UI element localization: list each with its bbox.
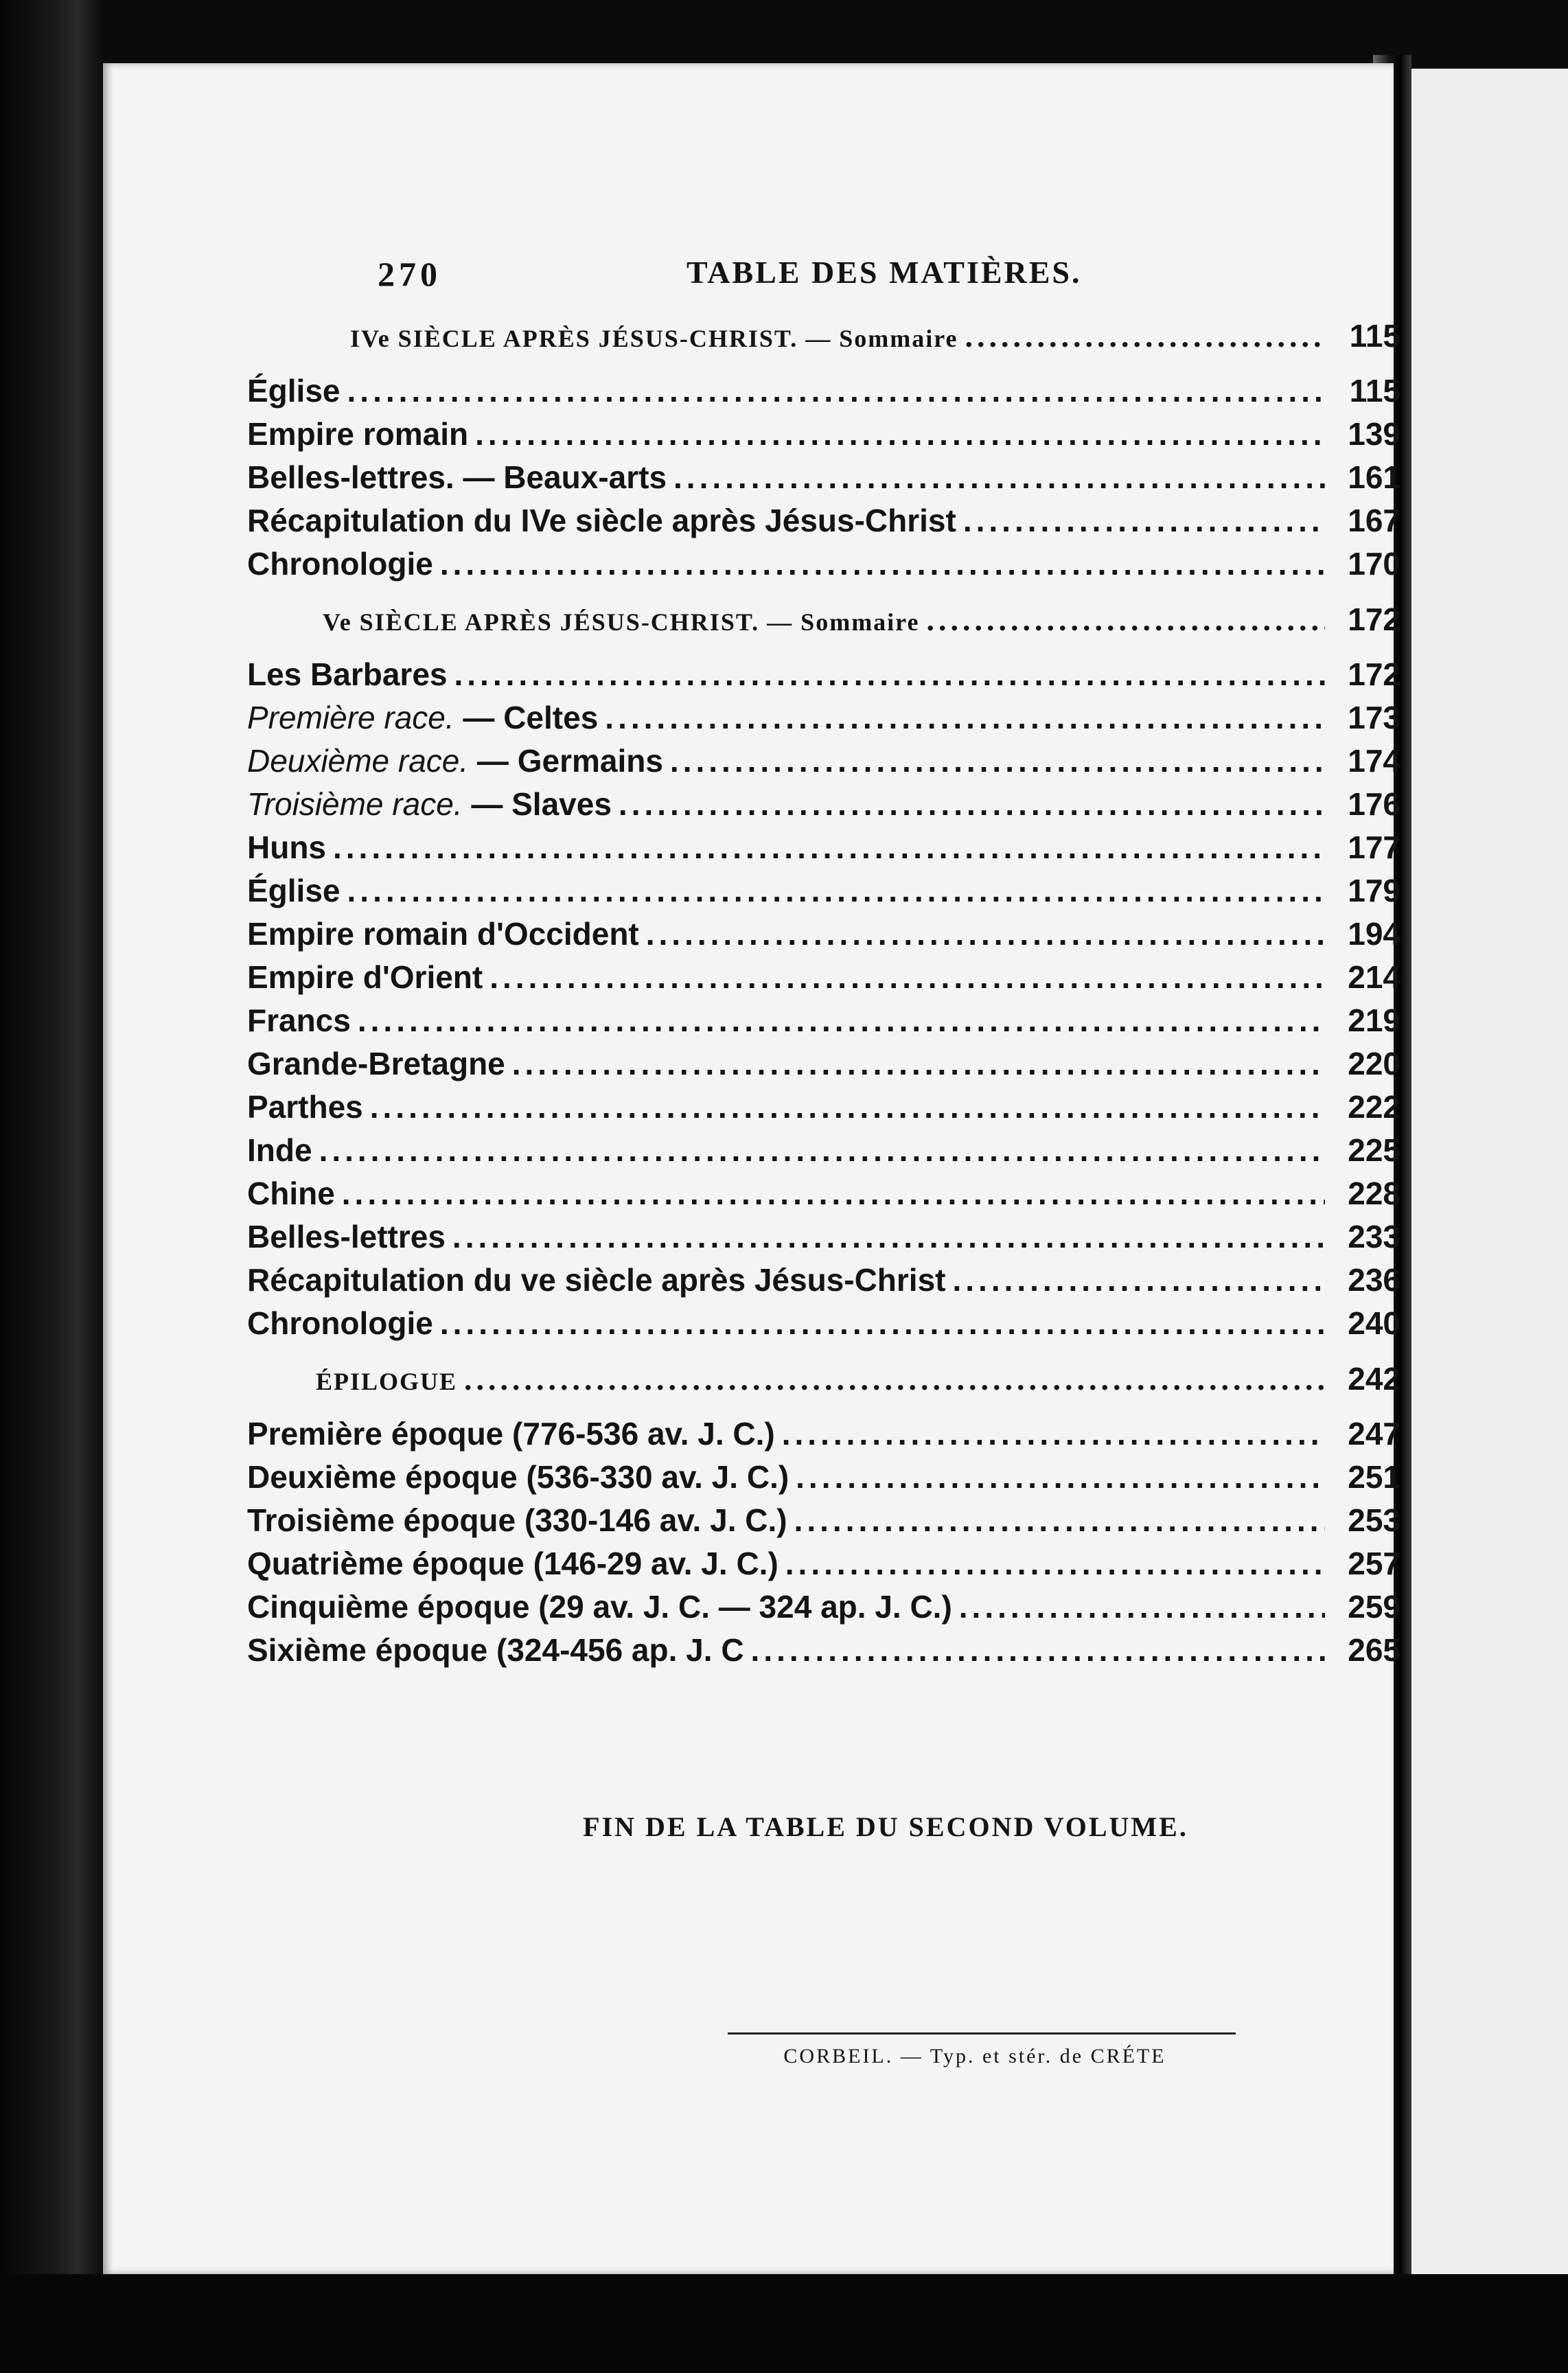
scan-background-bottom: [0, 2274, 1568, 2373]
toc-entry-label: [247, 742, 663, 779]
toc-entry-label: [247, 786, 612, 823]
toc-entry: [247, 1002, 1400, 1045]
dot-leader: [965, 318, 1326, 354]
toc-entry-label: Église: [247, 373, 341, 409]
dot-leader: [475, 415, 1325, 452]
toc-entry-label: Deuxième époque (536-330 av. J. C.): [247, 1459, 789, 1495]
dot-leader: [358, 1002, 1325, 1039]
toc-page-ref: 170: [1348, 546, 1400, 582]
toc-page-ref: 177: [1348, 829, 1400, 865]
toc-entry: [247, 1415, 1400, 1458]
dot-leader: [785, 1545, 1325, 1582]
toc-entry-label: Récapitulation du ve siècle après Jésus-Christ: [247, 1262, 946, 1298]
toc-entry: [247, 502, 1400, 545]
toc-entry-italic: Troisième race.: [247, 786, 463, 822]
dot-leader: [605, 699, 1325, 736]
toc-page-ref: 222: [1348, 1089, 1400, 1125]
table-of-contents: [247, 317, 1400, 1675]
toc-entry-label: Francs: [247, 1002, 351, 1038]
toc-entry: [247, 1458, 1400, 1502]
toc-entry-label: Inde: [247, 1132, 312, 1168]
dot-leader: [342, 1175, 1325, 1212]
toc-entry: [247, 1502, 1400, 1545]
running-head: [247, 254, 1400, 295]
end-note: FIN DE LA TABLE DU SECOND VOLUME.: [583, 1811, 1188, 1842]
scan-background-left: [0, 0, 103, 2373]
toc-page-ref: 236: [1348, 1262, 1400, 1298]
toc-page-ref: 247: [1348, 1416, 1400, 1452]
dot-leader: [319, 1132, 1325, 1169]
toc-page-ref: 194: [1348, 916, 1400, 952]
toc-page-ref: 228: [1348, 1176, 1400, 1211]
toc-section-heading: [247, 317, 1400, 372]
toc-entry: [247, 1088, 1400, 1132]
toc-page-ref: 220: [1348, 1046, 1400, 1081]
printer-imprint: CORBEIL. — Typ. et stér. de CRÉTE: [783, 2045, 1166, 2067]
toc-entry-label: Empire romain d'Occident: [247, 916, 639, 952]
toc-page-ref: 167: [1348, 503, 1400, 538]
toc-entry-label-rest: — Celtes: [454, 700, 599, 735]
toc-entry: [247, 742, 1400, 786]
dot-leader: [646, 915, 1325, 952]
toc-entry-label-rest: — Slaves: [462, 786, 612, 822]
dot-leader: [670, 742, 1325, 779]
toc-entry-italic: Première race.: [247, 700, 454, 735]
dot-leader: [440, 1305, 1325, 1342]
toc-entry: [247, 545, 1400, 588]
dot-leader: [963, 502, 1325, 539]
toc-entry-label: Empire romain: [247, 416, 469, 452]
toc-entry: [247, 699, 1400, 742]
toc-entry-label: Les Barbares: [247, 656, 448, 692]
toc-entry-label: Parthes: [247, 1089, 363, 1125]
toc-entry-label: [247, 699, 598, 736]
toc-heading-label: Ve SIÈCLE APRÈS JÉSUS-CHRIST. — Sommaire: [323, 608, 920, 636]
dot-leader: [347, 872, 1325, 909]
toc-entry-label: Belles-lettres. — Beaux-arts: [247, 459, 667, 495]
toc-page-ref: 225: [1348, 1132, 1400, 1168]
toc-entry: [247, 459, 1400, 502]
toc-page-ref: 139: [1348, 416, 1400, 452]
toc-page-ref: 253: [1348, 1502, 1400, 1538]
toc-entry-label: Cinquième époque (29 av. J. C. — 324 ap. J. C.): [247, 1589, 952, 1625]
toc-entry-label: Quatrième époque (146-29 av. J. C.): [247, 1546, 779, 1581]
toc-page-ref: 161: [1348, 459, 1400, 495]
toc-entry: [247, 372, 1400, 415]
dot-leader: [619, 786, 1325, 823]
toc-entry: [247, 1588, 1400, 1631]
document-page: [103, 63, 1400, 2274]
dot-leader: [673, 459, 1325, 496]
toc-entry: [247, 1045, 1400, 1088]
toc-entry-label: Chine: [247, 1176, 335, 1211]
dot-leader: [333, 829, 1325, 866]
toc-entry-label-rest: — Germains: [468, 743, 663, 779]
toc-entry-label: Chronologie: [247, 546, 433, 582]
toc-entry-label: Sixième époque (324-456 ap. J. C: [247, 1632, 744, 1668]
toc-entry-italic: Deuxième race.: [247, 743, 469, 779]
toc-page-ref: 242: [1348, 1361, 1400, 1397]
page-number: 270: [378, 255, 441, 293]
toc-entry-label: Église: [247, 873, 341, 908]
toc-page-ref: 174: [1348, 743, 1400, 779]
toc-page-ref: 259: [1348, 1589, 1400, 1625]
dot-leader: [370, 1088, 1325, 1125]
toc-entry: [247, 1631, 1400, 1675]
toc-entry: [247, 959, 1400, 1002]
toc-entry: [247, 829, 1400, 872]
toc-entry: [247, 1175, 1400, 1218]
dot-leader: [464, 1361, 1325, 1397]
page-title: TABLE DES MATIÈRES.: [687, 255, 1082, 290]
toc-entry: [247, 1261, 1400, 1305]
dot-leader: [452, 1218, 1325, 1255]
toc-entry-label: Belles-lettres: [247, 1219, 446, 1254]
toc-page-ref: 115: [1349, 373, 1400, 409]
toc-page-ref: 172: [1348, 601, 1400, 637]
toc-entry-label: Huns: [247, 829, 326, 865]
toc-page-ref: 173: [1348, 700, 1400, 735]
toc-entry-label: Chronologie: [247, 1305, 433, 1341]
toc-section-heading: [247, 1360, 1400, 1415]
toc-entry-label: Récapitulation du IVe siècle après Jésus-Christ: [247, 503, 956, 538]
toc-page-ref: 240: [1348, 1305, 1400, 1341]
toc-page-ref: 176: [1348, 786, 1400, 822]
toc-heading-label: ÉPILOGUE: [316, 1368, 458, 1395]
toc-entry-label: Première époque (776-536 av. J. C.): [247, 1416, 775, 1452]
toc-entry: [247, 1305, 1400, 1348]
toc-entry: [247, 1132, 1400, 1175]
toc-entry: [247, 1545, 1400, 1588]
toc-page-ref: 219: [1348, 1002, 1400, 1038]
toc-page-ref: 233: [1348, 1219, 1400, 1254]
toc-page-ref: 179: [1348, 873, 1400, 908]
toc-entry: [247, 786, 1400, 829]
toc-page-ref: 172: [1348, 656, 1400, 692]
dot-leader: [512, 1045, 1325, 1082]
dot-leader: [927, 601, 1326, 638]
imprint-rule: [728, 2032, 1236, 2034]
facing-page: [1411, 69, 1568, 2286]
toc-page-ref: 115: [1349, 318, 1400, 354]
dot-leader: [751, 1631, 1325, 1669]
toc-section-heading: [247, 601, 1400, 656]
dot-leader: [796, 1458, 1325, 1495]
toc-page-ref: 265: [1348, 1632, 1400, 1668]
toc-entry: [247, 915, 1400, 959]
toc-entry-label: Empire d'Orient: [247, 959, 483, 995]
toc-entry: [247, 415, 1400, 459]
dot-leader: [347, 372, 1325, 409]
dot-leader: [794, 1502, 1325, 1539]
toc-page-ref: 251: [1348, 1459, 1400, 1495]
toc-page-ref: 257: [1348, 1546, 1400, 1581]
toc-entry: [247, 656, 1400, 699]
toc-page-ref: 214: [1348, 959, 1400, 995]
dot-leader: [489, 959, 1325, 996]
toc-entry-label: Grande-Bretagne: [247, 1046, 505, 1081]
dot-leader: [959, 1588, 1325, 1625]
toc-entry: [247, 872, 1400, 915]
dot-leader: [952, 1261, 1325, 1298]
dot-leader: [454, 656, 1326, 693]
dot-leader: [782, 1415, 1325, 1452]
toc-entry-label: Troisième époque (330-146 av. J. C.): [247, 1502, 787, 1538]
toc-heading-label: IVe SIÈCLE APRÈS JÉSUS-CHRIST. — Sommaire: [350, 325, 958, 352]
dot-leader: [440, 545, 1325, 582]
toc-entry: [247, 1218, 1400, 1261]
